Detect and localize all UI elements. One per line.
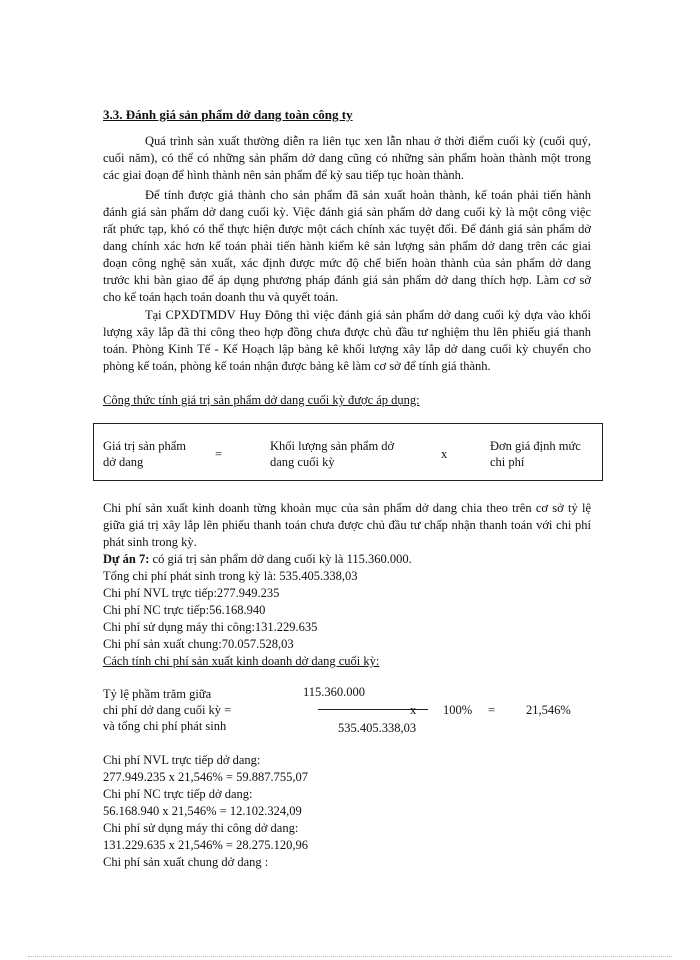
project-line: Tổng chi phí phát sinh trong kỳ là: 535.405.338,03: [103, 569, 358, 583]
ratio-denominator: 535.405.338,03: [338, 721, 417, 735]
formula-right-line1: Đơn giá định mức: [490, 439, 581, 453]
calc-expression: 131.229.635 x 21,546% = 28.275.120,96: [103, 838, 308, 852]
formula-equals: =: [215, 447, 223, 461]
page-bottom-divider: [28, 956, 672, 957]
ratio-times: x: [410, 703, 417, 717]
ratio-label-2: chi phí dở dang cuối kỳ =: [103, 703, 232, 717]
section-heading: 3.3. Đánh giá sản phẩm dở dang toàn công ty: [103, 107, 353, 122]
calc-expression: 277.949.235 x 21,546% = 59.887.755,07: [103, 770, 308, 784]
ratio-label-3: và tổng chi phí phát sinh: [103, 719, 227, 733]
project-line: Chi phí NC trực tiếp:56.168.940: [103, 603, 266, 617]
formula-left-line1: Giá trị sản phẩm: [103, 439, 186, 453]
calc-title: Chi phí NVL trực tiếp dở dang:: [103, 753, 261, 767]
allocation-paragraph: Chi phí sản xuất kinh doanh từng khoản mục của sản phẩm dở dang chia theo trên cơ sở tỷ lệ giữa giá trị xây lắp lên phiếu thanh toán chưa được chủ đầu tư chấp nhận thanh toán với chi phí phát sinh trong kỳ.: [103, 501, 591, 549]
project-line: Chi phí sử dụng máy thi công:131.229.635: [103, 620, 318, 634]
project-line: Chi phí NVL trực tiếp:277.949.235: [103, 586, 280, 600]
ratio-result: 21,546%: [526, 703, 571, 717]
paragraph-2: Để tính được giá thành cho sản phẩm đã sản xuất hoàn thành, kế toán phải tiến hành đánh giá sản phẩm dở dang cuối kỳ. Việc đánh giá sản phẩm dở dang cuối kỳ là một công việc rất phức tạp, khó có thể thực hiện được một cách chính xác tuyệt đối. Để đánh giá sản phẩm dở dang chính xác hơn kế toán phải tiến hành kiểm kê sản lượng sản phẩm dở dang trên các giai đoạn công nghệ sản xuất, xác định được mức độ chế biến hoàn thành của sản phẩm dở dang trước khi bàn giao để áp dụng phương pháp đánh giá sản phẩm dở dang thích hợp. Làm cơ sở cho kế toán hạch toán doanh thu và quyết toán.: [103, 188, 591, 304]
calc-title: Chi phí NC trực tiếp dở dang:: [103, 787, 253, 801]
formula-times: x: [441, 447, 448, 461]
formula-title: Công thức tính giá trị sản phẩm dở dang cuối kỳ được áp dụng:: [103, 393, 420, 407]
project-label: Dự án 7:: [103, 552, 150, 566]
ratio-label-1: Tỷ lệ phầm trăm giữa: [103, 687, 212, 701]
last-line: Chi phí sản xuất chung dở dang :: [103, 855, 269, 869]
paragraph-3: Tại CPXDTMDV Huy Đông thì việc đánh giá sản phẩm dở dang cuối kỳ dựa vào khối lượng xây lắp đã thi công theo hợp đồng chưa được chủ đầu tư nghiệm thu lên phiếu giá thanh toán. Phòng Kinh Tế - Kế Hoạch lập bảng kê khối lượng xây lắp dở dang cuối kỳ chuyển cho phòng kế toán, phòng kế toán nhận được bảng kê làm cơ sở để tính giá thành.: [103, 308, 591, 373]
project-line: Chi phí sản xuất chung:70.057.528,03: [103, 637, 294, 651]
calc-expression: 56.168.940 x 21,546% = 12.102.324,09: [103, 804, 302, 818]
ratio-percent: 100%: [443, 703, 473, 717]
project-intro-text: có giá trị sản phẩm dở dang cuối kỳ là 115.360.000.: [149, 552, 412, 566]
ratio-equals: =: [488, 703, 496, 717]
formula-left-line2: dở dang: [103, 455, 144, 469]
ratio-numerator: 115.360.000: [303, 685, 366, 699]
paragraph-1: Quá trình sản xuất thường diễn ra liên tục xen lẫn nhau ở thời điểm cuối kỳ (cuối quý, cuối năm), có thể có những sản phẩm dở dang cũng có những sản phẩm hoàn thành một trong các giai đoạn để hình thành nên sản phẩm để kỳ sau tiếp tục hoàn thành.: [103, 134, 591, 182]
project-intro: [103, 551, 412, 567]
formula-mid-line1: Khối lượng sản phẩm dở: [270, 439, 395, 453]
formula-right-line2: chi phí: [490, 455, 525, 469]
formula-mid-line2: dang cuối kỳ: [270, 455, 335, 469]
method-title: Cách tính chi phí sản xuất kinh doanh dở dang cuối kỳ:: [103, 654, 380, 668]
calc-title: Chi phí sử dụng máy thi công dở dang:: [103, 821, 299, 835]
